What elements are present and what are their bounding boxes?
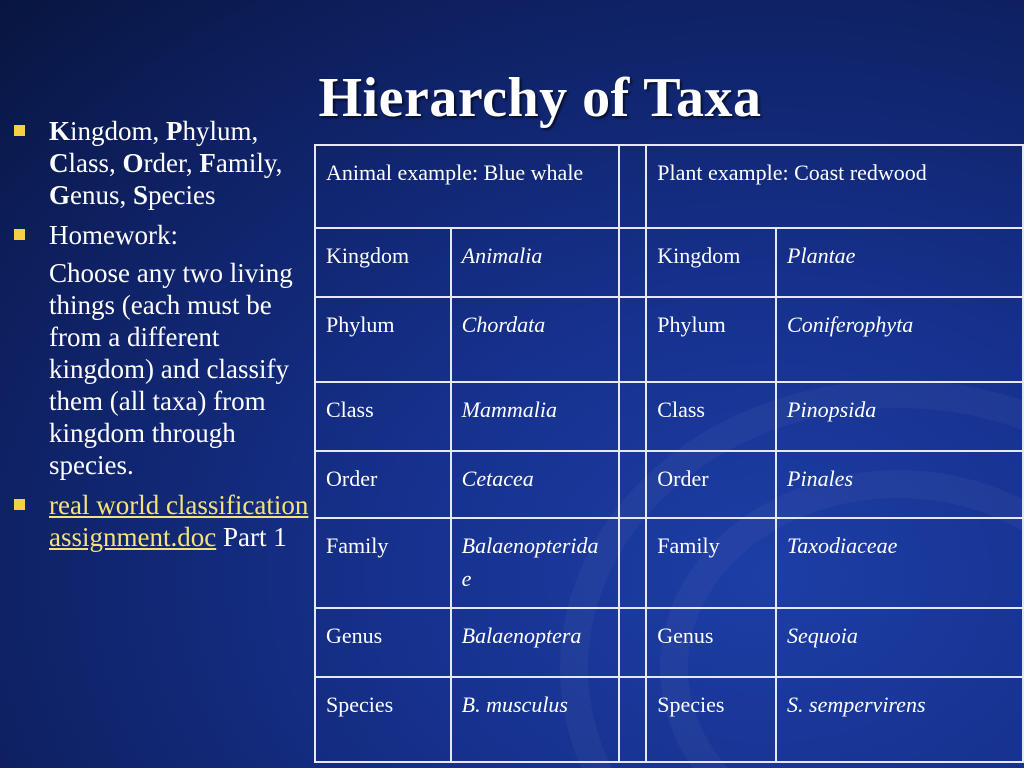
animal-taxon-cell: Balaenoptera (451, 608, 619, 677)
table-row (315, 677, 1023, 762)
square-bullet-icon (14, 499, 25, 510)
animal-rank-cell: Phylum (315, 297, 451, 382)
plant-rank-cell: Kingdom (646, 228, 776, 297)
homework-label: Homework: (49, 220, 178, 250)
plant-taxon-cell: Taxodiaceae (776, 518, 1023, 608)
plant-rank-cell: Phylum (646, 297, 776, 382)
table-header-row (315, 145, 1023, 228)
square-bullet-icon (14, 125, 25, 136)
bullet-assignment (12, 489, 310, 553)
spacer-cell (619, 382, 647, 451)
animal-rank-cell: Family (315, 518, 451, 608)
rank-species: Species (133, 180, 216, 210)
rank-genus: Genus, (49, 180, 127, 210)
plant-rank-cell: Class (646, 382, 776, 451)
plant-taxon-cell: S. sempervirens (776, 677, 1023, 762)
taxa-table (314, 144, 1024, 763)
bullet-homework (12, 219, 310, 251)
table-row (315, 451, 1023, 518)
homework-instructions (12, 257, 310, 481)
spacer-cell (619, 145, 647, 228)
homework-text: Choose any two living things (each must be from a different kingdom) and classify them (all taxa) from kingdom through species. (49, 258, 293, 480)
table-row (315, 608, 1023, 677)
plant-taxon-cell: Plantae (776, 228, 1023, 297)
animal-rank-cell: Genus (315, 608, 451, 677)
animal-example-header: Animal example: Blue whale (315, 145, 619, 228)
animal-taxon-cell: Cetacea (451, 451, 619, 518)
animal-taxon-cell: Chordata (451, 297, 619, 382)
assignment-part: Part 1 (216, 522, 287, 552)
rank-order: Order, (122, 148, 193, 178)
rank-kingdom: Kingdom, (49, 116, 167, 146)
animal-rank-cell: Species (315, 677, 451, 762)
bullet-taxa-ranks (12, 115, 310, 211)
rank-phylum: Phylum, (166, 116, 259, 146)
animal-rank-cell: Class (315, 382, 451, 451)
plant-taxon-cell: Sequoia (776, 608, 1023, 677)
plant-rank-cell: Genus (646, 608, 776, 677)
slide-title: Hierarchy of Taxa (318, 67, 762, 129)
plant-taxon-cell: Coniferophyta (776, 297, 1023, 382)
bullet-list (12, 115, 310, 561)
plant-rank-cell: Family (646, 518, 776, 608)
animal-rank-cell: Order (315, 451, 451, 518)
plant-taxon-cell: Pinopsida (776, 382, 1023, 451)
plant-taxon-cell: Pinales (776, 451, 1023, 518)
rank-class: Class, (49, 148, 123, 178)
square-bullet-icon (14, 229, 25, 240)
spacer-cell (619, 228, 647, 297)
rank-family: Family, (199, 148, 283, 178)
table-row (315, 382, 1023, 451)
table-row (315, 228, 1023, 297)
spacer-cell (619, 608, 647, 677)
spacer-cell (619, 451, 647, 518)
animal-rank-cell: Kingdom (315, 228, 451, 297)
spacer-cell (619, 297, 647, 382)
spacer-cell (619, 677, 647, 762)
animal-taxon-cell: Animalia (451, 228, 619, 297)
table-row (315, 297, 1023, 382)
plant-example-header: Plant example: Coast redwood (646, 145, 1023, 228)
spacer-cell (619, 518, 647, 608)
assignment-doc-link[interactable]: real world classification assignment.doc (49, 490, 309, 552)
animal-taxon-cell: Mammalia (451, 382, 619, 451)
table-row (315, 518, 1023, 608)
animal-taxon-cell: Balaenopterida e (451, 518, 619, 608)
plant-rank-cell: Species (646, 677, 776, 762)
animal-taxon-cell: B. musculus (451, 677, 619, 762)
plant-rank-cell: Order (646, 451, 776, 518)
